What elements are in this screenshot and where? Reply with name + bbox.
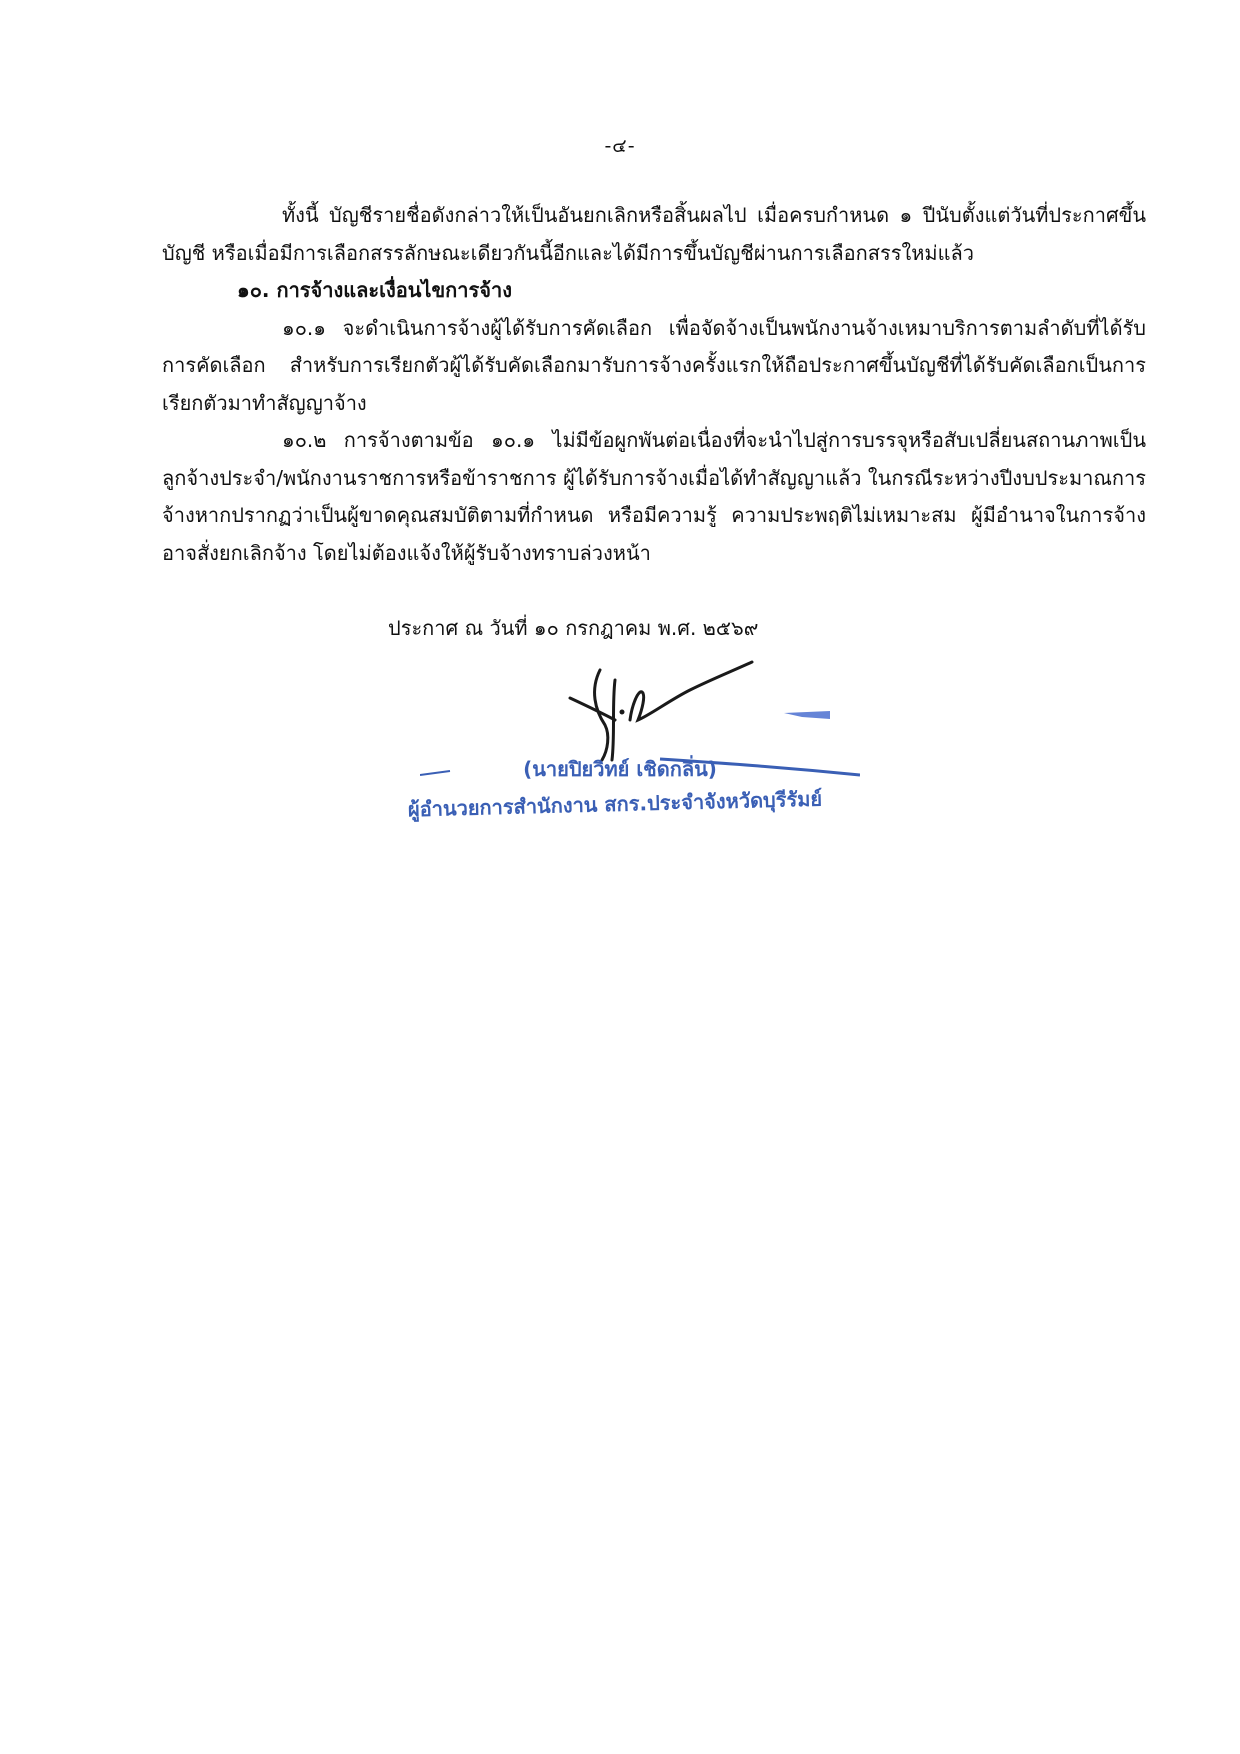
signatory-name: (นายปิยวิทย์ เชิดกลิ่น)	[523, 757, 717, 781]
handwritten-signature	[560, 650, 760, 765]
announcement-date: ประกาศ ณ วันที่ ๑๐ กรกฎาคม พ.ศ. ๒๕๖๙	[388, 616, 759, 640]
paragraph-list-validity: ทั้งนี้ บัญชีรายชื่อดังกล่าวให้เป็นอันยกเลิกหรือสิ้นผลไป เมื่อครบกำหนด ๑ ปีนับตั้งแต่วันที่ประกาศขึ้นบัญชี หรือเมื่อมีการเลือกสรรลักษณะเดียวกันนี้อีกและได้มีการขึ้นบัญชีผ่านการเลือกสรรใหม่แล้ว	[162, 203, 1146, 265]
paragraph-10-1: ๑๐.๑ จะดำเนินการจ้างผู้ได้รับการคัดเลือก เพื่อจัดจ้างเป็นพนักงานจ้างเหมาบริการตามลำดับที่ได้รับการคัดเลือก สำหรับการเรียกตัวผู้ได้รับคัดเลือกมารับการจ้างครั้งแรกให้ถือประกาศขึ้นบัญชีที่ได้รับคัดเลือกเป็นการเรียกตัวมาทำสัญญาจ้าง	[162, 315, 1146, 415]
paragraph-10-2: ๑๐.๒ การจ้างตามข้อ ๑๐.๑ ไม่มีข้อผูกพันต่อเนื่องที่จะนำไปสู่การบรรจุหรือสับเปลี่ยนสถานภาพเป็นลูกจ้างประจำ/พนักงานราชการหรือข้าราชการ ผู้ได้รับการจ้างเมื่อได้ทำสัญญาแล้ว ในกรณีระหว่างปีงบประมาณการจ้างหากปรากฏว่าเป็นผู้ขาดคุณสมบัติตามที่กำหนด หรือมีความรู้ ความประพฤติไม่เหมาะสม ผู้มีอำนาจในการจ้างอาจสั่งยกเลิกจ้าง โดยไม่ต้องแจ้งให้ผู้รับจ้างทราบล่วงหน้า	[162, 428, 1146, 565]
section-heading-employment: ๑๐. การจ้างและเงื่อนไขการจ้าง	[237, 278, 512, 302]
stamp-mark	[782, 705, 832, 725]
signatory-title: ผู้อำนวยการสำนักงาน สกร.ประจำจังหวัดบุรีรัมย์	[407, 786, 823, 822]
page-number: -๔-	[604, 135, 636, 157]
document-body	[162, 197, 1146, 572]
